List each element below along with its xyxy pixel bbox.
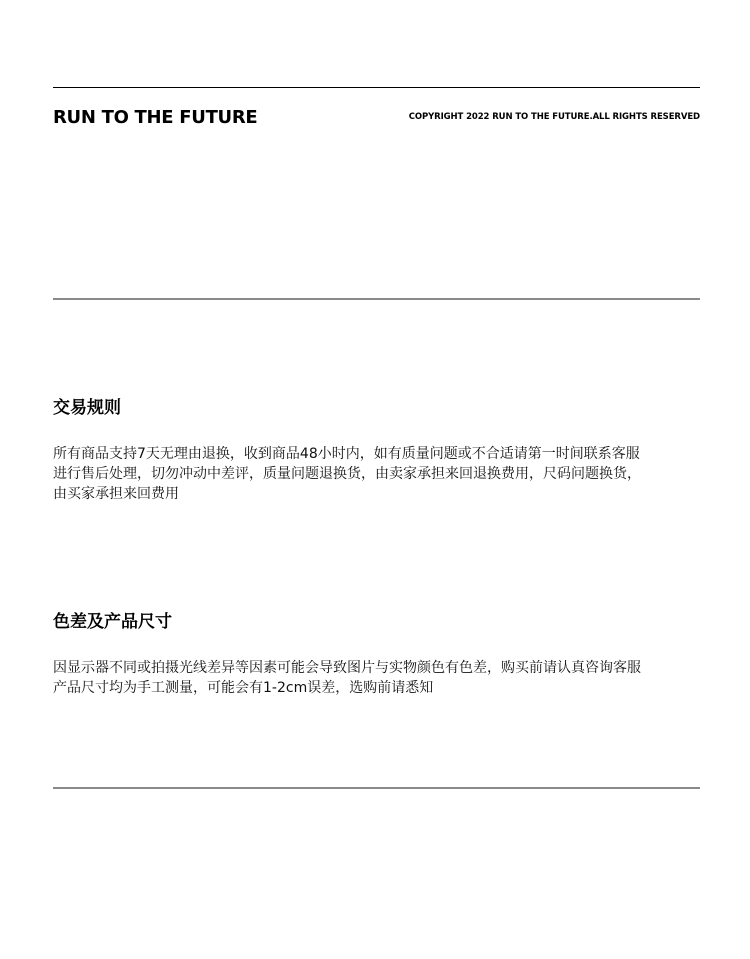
brand-title: RUN TO THE FUTURE — [53, 107, 258, 128]
section-body-trade-rules — [53, 444, 713, 504]
body-line: 进行售后处理，切勿冲动中差评，质量问题退换货，由卖家承担来回退换费用，尺码问题换货， — [53, 466, 641, 482]
section-title-trade-rules: 交易规则 — [53, 398, 121, 418]
footer-divider — [53, 787, 700, 789]
section-title-color-size: 色差及产品尺寸 — [53, 612, 172, 632]
top-divider — [53, 87, 700, 88]
section-body-color-size — [53, 658, 713, 698]
body-line: 所有商品支持7天无理由退换，收到商品48小时内，如有质量问题或不合适请第一时间联系客服 — [53, 446, 640, 462]
header-divider — [53, 298, 700, 300]
copyright-notice: COPYRIGHT 2022 RUN TO THE FUTURE.ALL RIGHTS RESERVED — [408, 112, 700, 122]
body-line: 由买家承担来回费用 — [53, 486, 179, 502]
body-line: 产品尺寸均为手工测量，可能会有1-2cm误差，选购前请悉知 — [53, 680, 434, 696]
body-line: 因显示器不同或拍摄光线差异等因素可能会导致图片与实物颜色有色差，购买前请认真咨询客服 — [53, 660, 641, 676]
